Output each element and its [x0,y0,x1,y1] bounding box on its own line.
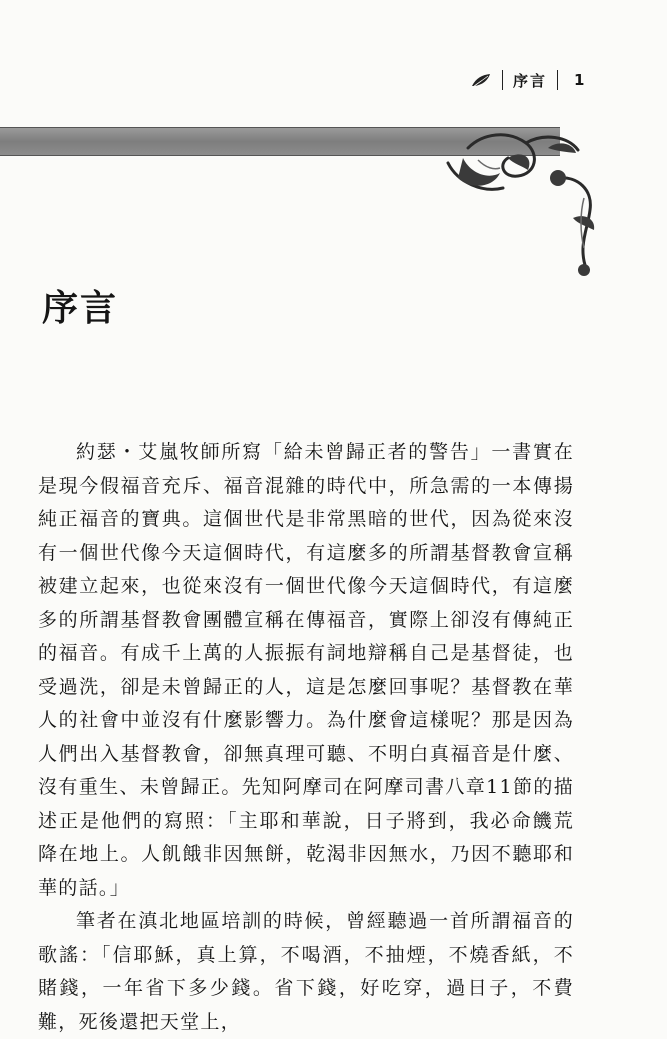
header-divider [502,70,503,90]
paragraph: 筆者在滇北地區培訓的時候，曾經聽過一首所謂福音的歌謠：「信耶穌，真上算，不喝酒，不抽煙，不燒香紙，不賭錢，一年省下多少錢。省下錢，好吃穿，過日子，不費難，死後還把天堂上， [38,910,574,1033]
header-section-title: 序言 [513,71,548,90]
paragraph: 約瑟・艾嵐牧師所寫「給未曾歸正者的警告」一書實在是現今假福音充斥、福音混雜的時代中，所急需的一本傳揚純正福音的寶典。這個世代是非常黑暗的世代，因為從來沒有一個世代像今天這個時代，有這麼多的所謂基督教會宣稱被建立起來，也從來沒有一個世代像今天這個時代，有這麼多的所謂基督教會團體宣稱在傳福音，實際上卻沒有傳純正的福音。有成千上萬的人振振有詞地辯稱自己是基督徒，也受過洗，卻是未曾歸正的人，這是怎麼回事呢？基督教在華人的社會中並沒有什麼影響力。為什麼會這樣呢？那是因為人們出入基督教會，卻無真理可聽、不明白真福音是什麼、沒有重生、未曾歸正。先知阿摩司在阿摩司書八章11節的描述正是他們的寫照：「主耶和華說，日子將到，我必命饑荒降在地上。人飢餓非因無餅，乾渴非因無水，乃因不聽耶和華的話。」 [38,441,574,899]
corner-ornament-icon [408,118,608,283]
body-text [38,436,574,1039]
page-number: 1 [574,71,585,89]
chapter-title: 序言 [42,287,119,329]
leaf-icon [470,72,492,88]
running-header [470,66,584,94]
header-divider [557,70,558,90]
